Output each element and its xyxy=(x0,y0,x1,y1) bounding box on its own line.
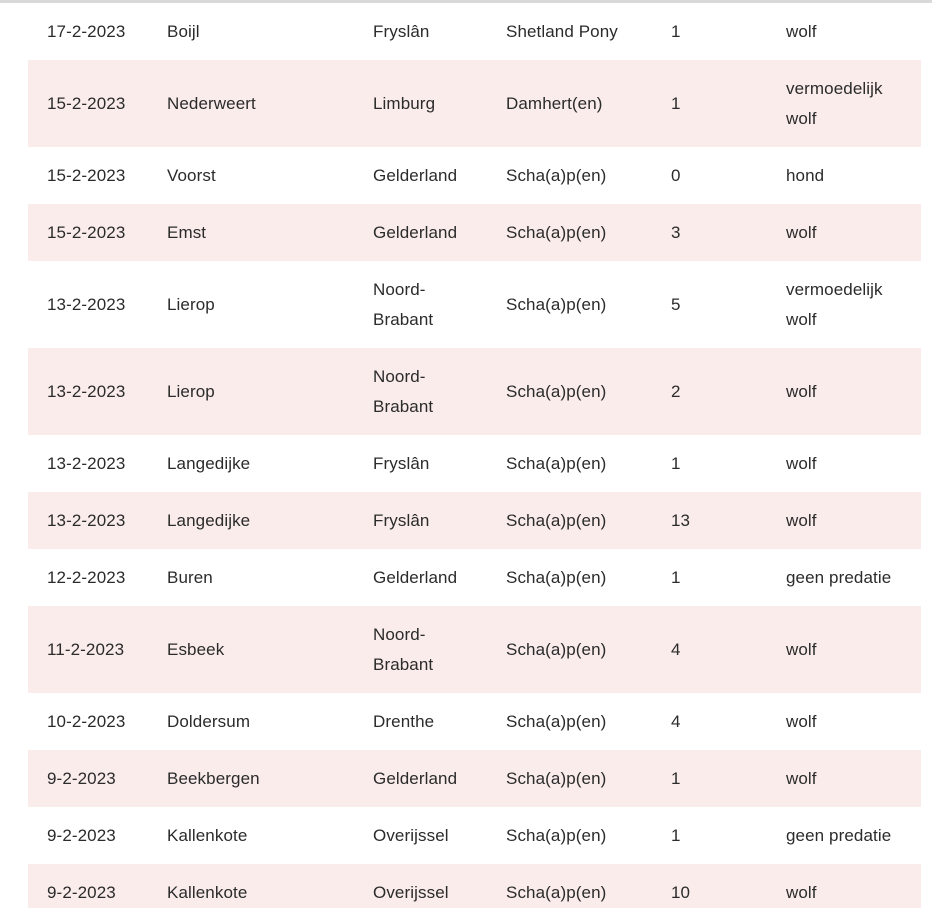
cell-count: 1 xyxy=(671,453,681,473)
cell-count: 5 xyxy=(671,294,681,314)
cell-cause: wolf xyxy=(786,882,817,902)
cell-date: 9-2-2023 xyxy=(47,882,116,902)
cell-date: 9-2-2023 xyxy=(47,768,116,788)
cell-cause: wolf xyxy=(786,639,817,659)
cell-count: 2 xyxy=(671,381,681,401)
cell-cause: geen predatie xyxy=(786,825,892,845)
cell-date: 9-2-2023 xyxy=(47,825,116,845)
cell-province: Noord-Brabant xyxy=(373,624,434,674)
cell-date: 15-2-2023 xyxy=(47,222,126,242)
cell-animal: Shetland Pony xyxy=(506,21,618,41)
cell-animal: Scha(a)p(en) xyxy=(506,567,607,587)
cell-province: Noord-Brabant xyxy=(373,279,434,329)
cell-place: Esbeek xyxy=(167,639,225,659)
cell-animal: Scha(a)p(en) xyxy=(506,768,607,788)
cell-cause: wolf xyxy=(786,453,817,473)
cell-cause: wolf xyxy=(786,222,817,242)
cell-province: Drenthe xyxy=(373,711,435,731)
cell-count: 1 xyxy=(671,567,681,587)
table-row xyxy=(28,435,921,492)
table-row xyxy=(28,60,921,147)
cell-place: Kallenkote xyxy=(167,882,248,902)
cell-date: 13-2-2023 xyxy=(47,453,126,473)
cell-province: Overijssel xyxy=(373,882,449,902)
cell-animal: Scha(a)p(en) xyxy=(506,882,607,902)
cell-province: Fryslân xyxy=(373,21,430,41)
cell-date: 11-2-2023 xyxy=(47,639,125,659)
cell-animal: Scha(a)p(en) xyxy=(506,222,607,242)
table-row xyxy=(28,606,921,693)
cell-cause: vermoedelijk wolf xyxy=(786,78,883,128)
cell-province: Gelderland xyxy=(373,768,458,788)
cell-place: Langedijke xyxy=(167,453,251,473)
cell-place: Boijl xyxy=(167,21,200,41)
table-row xyxy=(28,807,921,864)
cell-date: 17-2-2023 xyxy=(47,21,126,41)
cell-cause: vermoedelijk wolf xyxy=(786,279,883,329)
cell-place: Buren xyxy=(167,567,213,587)
cell-date: 13-2-2023 xyxy=(47,294,126,314)
cell-cause: geen predatie xyxy=(786,567,892,587)
cell-animal: Scha(a)p(en) xyxy=(506,711,607,731)
cell-count: 1 xyxy=(671,825,681,845)
cell-cause: wolf xyxy=(786,711,817,731)
cell-animal: Scha(a)p(en) xyxy=(506,453,607,473)
cell-cause: hond xyxy=(786,165,825,185)
cell-place: Lierop xyxy=(167,381,215,401)
cell-count: 1 xyxy=(671,768,681,788)
cell-date: 15-2-2023 xyxy=(47,165,126,185)
cell-cause: wolf xyxy=(786,381,817,401)
table-row xyxy=(28,147,921,204)
cell-date: 13-2-2023 xyxy=(47,510,126,530)
cell-count: 13 xyxy=(671,510,691,530)
cell-place: Emst xyxy=(167,222,207,242)
cell-province: Gelderland xyxy=(373,165,458,185)
cell-count: 1 xyxy=(671,21,681,41)
cell-province: Limburg xyxy=(373,93,436,113)
cell-count: 1 xyxy=(671,93,681,113)
cell-province: Gelderland xyxy=(373,222,458,242)
table-row xyxy=(28,204,921,261)
cell-date: 12-2-2023 xyxy=(47,567,126,587)
cell-place: Beekbergen xyxy=(167,768,260,788)
cell-province: Noord-Brabant xyxy=(373,366,434,416)
table-row xyxy=(28,693,921,750)
cell-date: 13-2-2023 xyxy=(47,381,126,401)
cell-animal: Scha(a)p(en) xyxy=(506,510,607,530)
cell-cause: wolf xyxy=(786,510,817,530)
cell-place: Kallenkote xyxy=(167,825,248,845)
cell-animal: Scha(a)p(en) xyxy=(506,294,607,314)
cell-animal: Scha(a)p(en) xyxy=(506,381,607,401)
cell-animal: Scha(a)p(en) xyxy=(506,825,607,845)
cell-place: Doldersum xyxy=(167,711,251,731)
cell-count: 4 xyxy=(671,711,681,731)
cell-date: 15-2-2023 xyxy=(47,93,126,113)
cell-count: 10 xyxy=(671,882,691,902)
cell-place: Nederweert xyxy=(167,93,256,113)
cell-animal: Scha(a)p(en) xyxy=(506,165,607,185)
table-row xyxy=(28,750,921,807)
cell-province: Fryslân xyxy=(373,510,430,530)
table-row xyxy=(28,864,921,908)
table-row xyxy=(28,492,921,549)
table-row xyxy=(28,348,921,435)
cell-province: Fryslân xyxy=(373,453,430,473)
cell-cause: wolf xyxy=(786,21,817,41)
cell-count: 4 xyxy=(671,639,681,659)
cell-province: Gelderland xyxy=(373,567,458,587)
cell-count: 0 xyxy=(671,165,681,185)
cell-cause: wolf xyxy=(786,768,817,788)
cell-place: Lierop xyxy=(167,294,215,314)
cell-date: 10-2-2023 xyxy=(47,711,126,731)
incidents-table xyxy=(28,3,921,908)
cell-place: Langedijke xyxy=(167,510,251,530)
table-row xyxy=(28,3,921,60)
cell-count: 3 xyxy=(671,222,681,242)
table-row xyxy=(28,549,921,606)
cell-place: Voorst xyxy=(167,165,216,185)
cell-province: Overijssel xyxy=(373,825,449,845)
cell-animal: Scha(a)p(en) xyxy=(506,639,607,659)
table-row xyxy=(28,261,921,348)
cell-animal: Damhert(en) xyxy=(506,93,603,113)
